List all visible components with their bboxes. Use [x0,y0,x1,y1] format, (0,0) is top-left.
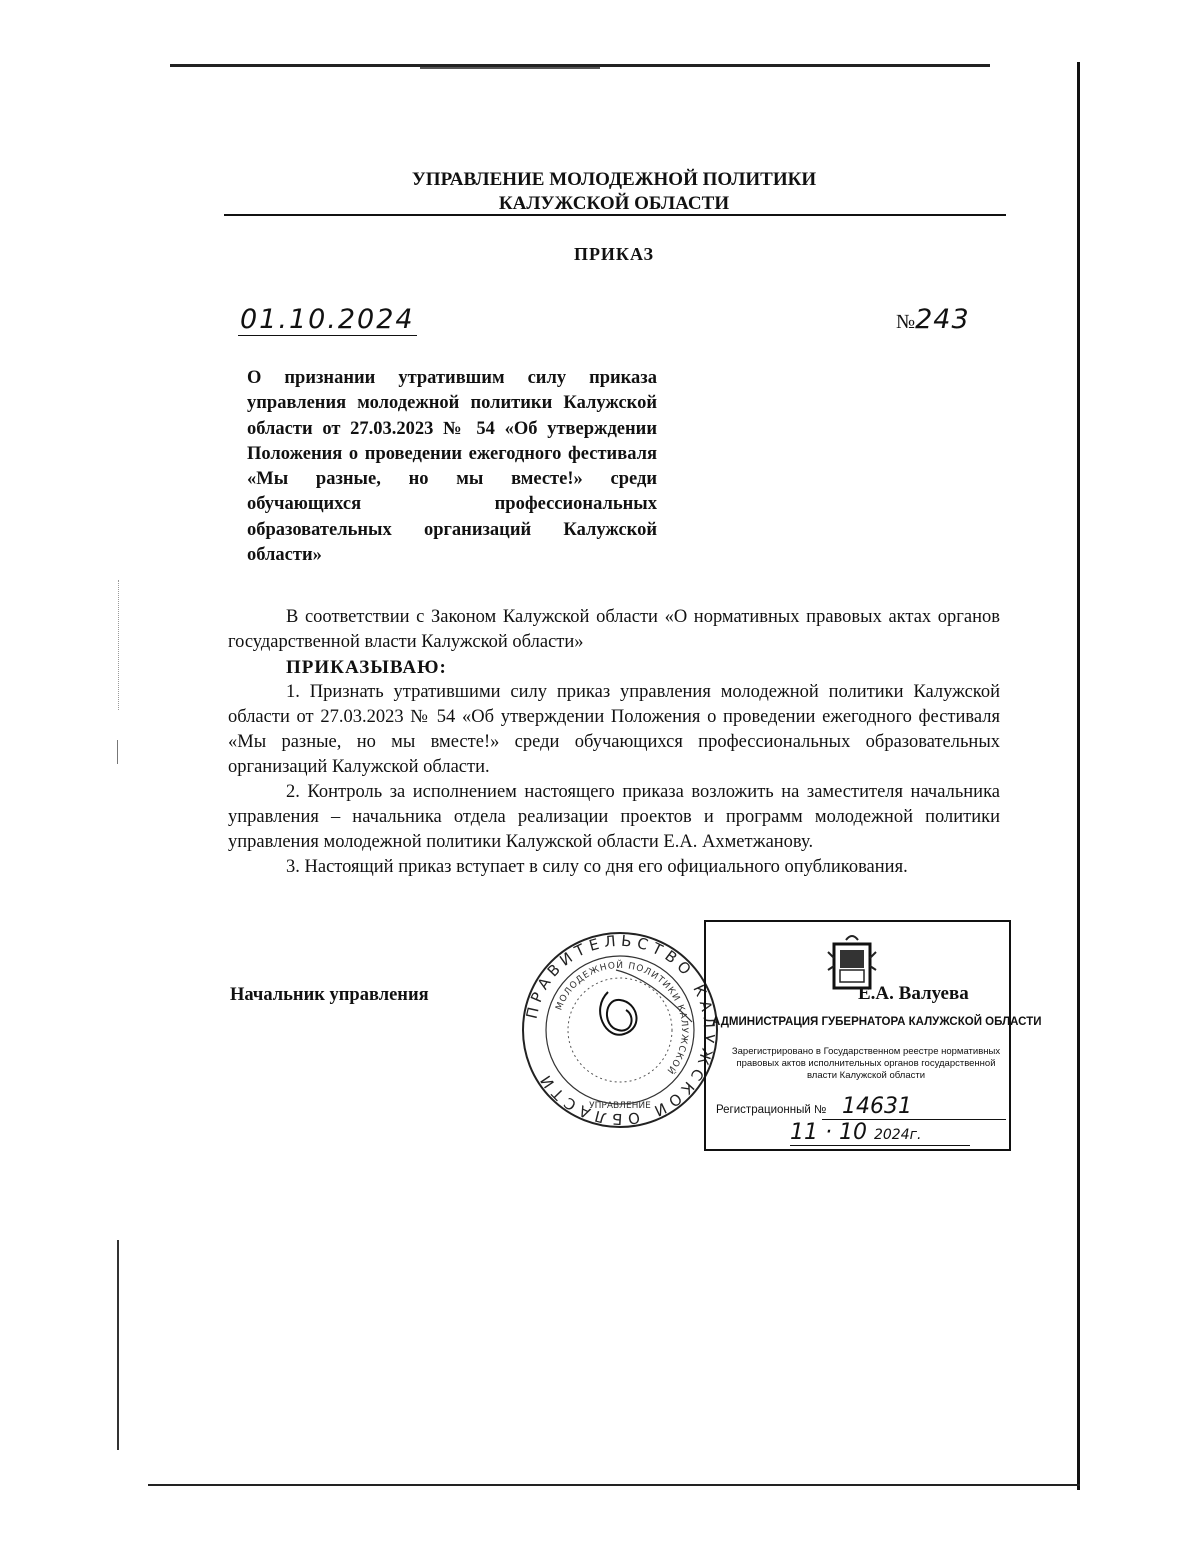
svg-text:МОЛОДЕЖНОЙ ПОЛИТИКИ КАЛУЖСКОЙ [554,959,689,1077]
document-title [247,366,657,568]
scan-border-bottom [148,1484,1080,1486]
seal-inner-text: МОЛОДЕЖНОЙ ПОЛИТИКИ КАЛУЖСКОЙ [554,960,690,1076]
registration-stamp [704,920,1042,1151]
document-date: 01.10.2024 [240,304,415,335]
registration-date [790,1120,970,1146]
registration-date-day-month: 11 · 10 [790,1120,867,1145]
registration-note: Зарегистрировано в Государственном реестре нормативных правовых актов исполнительных органов государственной власти Калужской области [731,1046,1001,1081]
seal-bottom-text: УПРАВЛЕНИЕ [589,1101,651,1111]
seal-outer-text: ПРАВИТЕЛЬСТВО КАЛУЖСКОЙ ОБЛАСТИ [522,931,719,1129]
document-body [228,605,1000,880]
org-line-2: КАЛУЖСКОЙ ОБЛАСТИ [498,193,730,214]
scan-border-top-shadow [420,67,600,69]
registration-date-year: 2024г. [873,1127,922,1143]
scan-border-right [1077,62,1080,1490]
handwritten-signature-mark [600,992,636,1035]
header-rule [224,214,1006,216]
title-text: О признании утратившим силу приказа управления молодежной политики Калужской области от 27.03.2023 № 54 «Об утверждении Положения о проведении ежегодного фестиваля «Мы разные, но мы вместе!» среди обучающихся профессиональных образовательных организаций Калужской области» [247,368,657,566]
official-seal [520,930,720,1130]
scan-mark-left [117,740,118,764]
document-number [896,304,970,335]
signer-position: Начальник управления [230,985,429,1005]
order-item-3: 3. Настоящий приказ вступает в силу со дня его официального опубликования. [286,857,908,877]
registration-number: 14631 [822,1094,1006,1120]
org-line-1: УПРАВЛЕНИЕ МОЛОДЕЖНОЙ ПОЛИТИКИ [411,169,817,190]
order-item-2: 2. Контроль за исполнением настоящего приказа возложить на заместителя начальника управления – начальника отдела реализации проектов и программ молодежной политики управления молодежной политики Калужской области Е.А. Ахметжанову. [228,782,1000,852]
order-word: ПРИКАЗЫВАЮ: [286,657,447,678]
number-prefix: № [896,311,916,333]
order-item-1: 1. Признать утратившими силу приказ управления молодежной политики Калужской области от 27.03.2023 № 54 «Об утверждении Положения о проведении ежегодного фестиваля «Мы разные, но мы вместе!» среди обучающихся профессиональных образовательных организаций Калужской области. [228,682,1000,777]
number-value: 243 [915,304,970,335]
scan-mark-left-dotted [118,580,120,710]
scan-mark-left-lower [117,1240,119,1450]
registration-authority: АДМИНИСТРАЦИЯ ГУБЕРНАТОРА КАЛУЖСКОЙ ОБЛАСТИ [712,1016,1042,1028]
signer-name: Е.А. Валуева [858,983,969,1004]
preamble: В соответствии с Законом Калужской области «О нормативных правовых актах органов государственной власти Калужской области» [228,607,1000,652]
document-type: ПРИКАЗ [573,244,655,264]
organization-header [224,168,1004,216]
registration-label: Регистрационный № [716,1104,827,1116]
